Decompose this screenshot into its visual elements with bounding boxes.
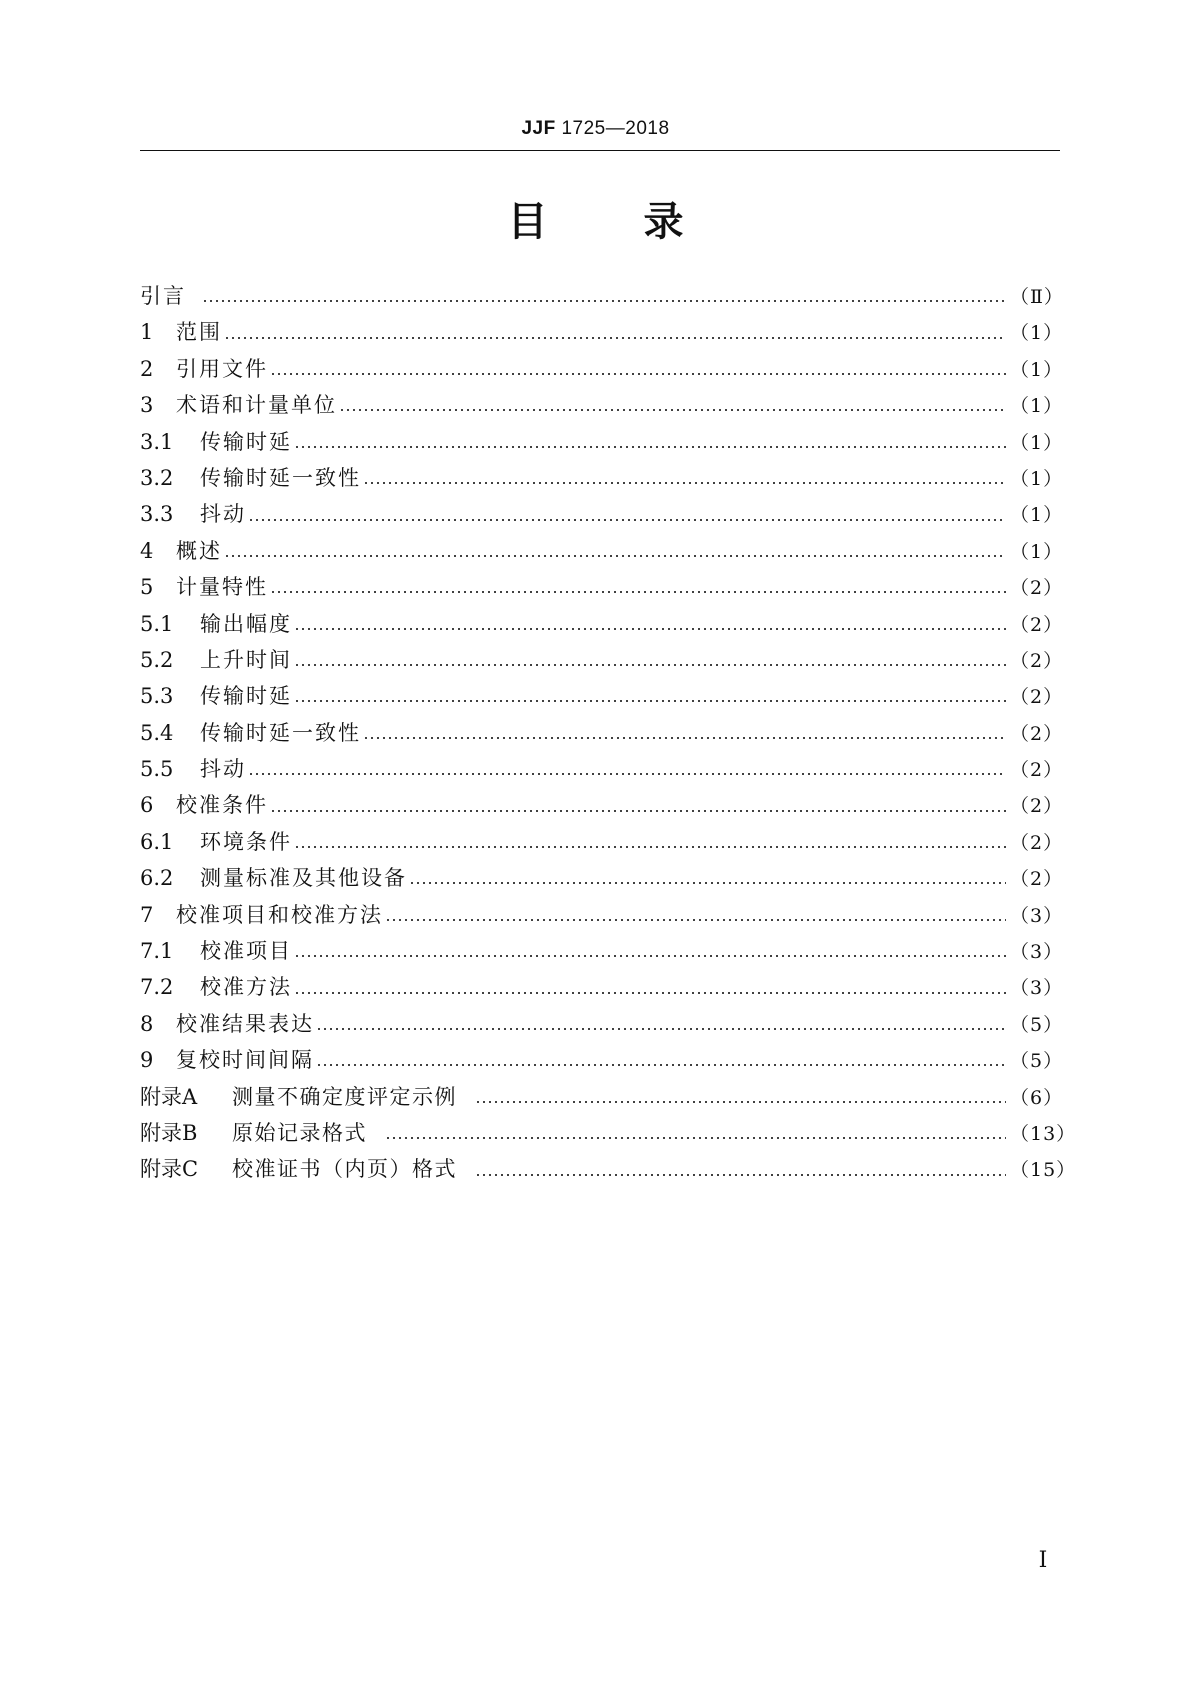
toc-entry-title: 传输时延一致性 <box>200 720 361 745</box>
toc-entry[interactable] <box>140 424 1064 460</box>
toc-entry-title: 环境条件 <box>200 829 292 854</box>
toc-entry-page: （1） <box>1010 431 1064 454</box>
toc-entry[interactable] <box>140 933 1064 969</box>
toc-leader-dots <box>294 992 1006 994</box>
toc-entry-page: （1） <box>1010 358 1064 381</box>
toc-entry-page: （5） <box>1010 1050 1064 1073</box>
toc-entry-title: 引言 <box>140 284 186 308</box>
toc-entry-page: （15） <box>1010 1159 1077 1182</box>
toc-entry-page: （2） <box>1010 759 1064 782</box>
toc-entry[interactable] <box>140 1151 1077 1187</box>
toc-entry[interactable] <box>140 1042 1064 1078</box>
toc-entry-page: （3） <box>1010 941 1064 964</box>
toc-entry-page: （3） <box>1010 977 1064 1000</box>
toc-entry[interactable] <box>140 1115 1077 1151</box>
toc-entry[interactable] <box>140 678 1064 714</box>
toc-leader-dots <box>475 1174 1006 1176</box>
toc-entry-page: （1） <box>1010 504 1064 527</box>
toc-entry-page: （1） <box>1010 322 1064 345</box>
toc-entry-page: （2） <box>1010 868 1064 891</box>
toc-entry-page: （2） <box>1010 649 1064 672</box>
toc-leader-dots <box>385 919 1006 921</box>
toc-entry-page: （2） <box>1010 577 1064 600</box>
toc-leader-dots <box>294 446 1006 448</box>
toc-entry-number: 1 <box>140 320 154 345</box>
toc-leader-dots <box>475 1101 1006 1103</box>
toc-entry[interactable] <box>140 787 1064 823</box>
toc-leader-dots <box>270 810 1006 812</box>
toc-entry-page: （6） <box>1010 1086 1064 1109</box>
standard-code: JJF <box>521 118 556 139</box>
toc-entry-number: 附录A <box>140 1084 198 1109</box>
header-rule <box>140 150 1060 151</box>
toc-leader-dots <box>294 628 1006 630</box>
toc-entry[interactable] <box>140 533 1064 569</box>
toc-entry-title: 原始记录格式 <box>232 1120 367 1145</box>
toc-entry-page: （2） <box>1010 722 1064 745</box>
toc-entry-title: 传输时延一致性 <box>200 465 361 490</box>
toc-entry-title: 抖动 <box>200 757 246 782</box>
toc-entry-number: 5.1 <box>140 611 174 636</box>
page-title-char-2: 录 <box>643 199 684 245</box>
toc-entry-number: 7.1 <box>140 939 174 964</box>
toc-entry-number: 3.3 <box>140 502 174 527</box>
toc-entry-page: （2） <box>1010 686 1064 709</box>
toc-entry-title: 校准项目 <box>200 939 292 964</box>
toc-entry[interactable] <box>140 1079 1064 1115</box>
toc-entry[interactable] <box>140 642 1064 678</box>
toc-entry-page: （1） <box>1010 467 1064 490</box>
toc-entry-title: 校准结果表达 <box>176 1011 314 1036</box>
toc-entry-title: 引用文件 <box>176 356 268 381</box>
toc-entry-title: 校准证书（内页）格式 <box>232 1157 457 1182</box>
toc-entry-number: 3.1 <box>140 429 174 454</box>
toc-entry[interactable] <box>140 715 1064 751</box>
toc-leader-dots <box>294 700 1006 702</box>
toc-entry-title: 传输时延 <box>200 684 292 709</box>
toc-leader-dots <box>270 591 1006 593</box>
toc-entry-number: 5.3 <box>140 684 174 709</box>
standard-number: 1725—2018 <box>561 118 670 139</box>
toc-entry-number: 5.2 <box>140 647 174 672</box>
toc-entry-number: 5 <box>140 575 154 600</box>
toc-entry-title: 抖动 <box>200 502 246 527</box>
toc-entry-number: 9 <box>140 1048 154 1073</box>
toc-entry-title: 测量不确定度评定示例 <box>232 1084 457 1109</box>
toc-entry-page: （13） <box>1010 1122 1077 1145</box>
toc-entry[interactable] <box>140 824 1064 860</box>
toc-entry[interactable] <box>140 860 1064 896</box>
toc-entry-title: 校准项目和校准方法 <box>176 902 383 927</box>
toc-entry-page: （5） <box>1010 1013 1064 1036</box>
toc-leader-dots <box>316 1028 1006 1030</box>
toc-entry-number: 6.1 <box>140 829 174 854</box>
toc-entry-title: 复校时间间隔 <box>176 1048 314 1073</box>
toc-entry-title: 术语和计量单位 <box>176 393 337 418</box>
toc-leader-dots <box>294 664 1006 666</box>
toc-leader-dots <box>363 737 1006 739</box>
toc-entry-number: 4 <box>140 538 154 563</box>
toc-entry-number: 6 <box>140 793 154 818</box>
toc-leader-dots <box>224 555 1006 557</box>
toc-entry-page: （2） <box>1010 795 1064 818</box>
toc-leader-dots <box>409 882 1006 884</box>
toc-entry[interactable] <box>140 278 1064 314</box>
toc-leader-dots <box>316 1064 1006 1066</box>
toc-entry-number: 8 <box>140 1011 154 1036</box>
toc-entry-number: 3 <box>140 393 154 418</box>
toc-entry[interactable] <box>140 897 1064 933</box>
toc-entry-number: 7 <box>140 902 154 927</box>
toc-entry-number: 2 <box>140 356 154 381</box>
page-title <box>0 198 1191 246</box>
toc-entry[interactable] <box>140 606 1064 642</box>
toc-entry[interactable] <box>140 351 1064 387</box>
toc-entry-title: 传输时延 <box>200 429 292 454</box>
toc-entry-number: 6.2 <box>140 866 174 891</box>
toc-entry-title: 上升时间 <box>200 647 292 672</box>
toc-entry-title: 范围 <box>176 320 222 345</box>
toc-leader-dots <box>294 846 1006 848</box>
toc-entry-page: （2） <box>1010 831 1064 854</box>
page-number: Ⅰ <box>1038 1548 1048 1573</box>
toc-entry-title: 输出幅度 <box>200 611 292 636</box>
table-of-contents <box>140 278 1077 1188</box>
toc-entry-title: 概述 <box>176 538 222 563</box>
toc-leader-dots <box>248 773 1006 775</box>
toc-entry-page: （2） <box>1010 613 1064 636</box>
toc-leader-dots <box>294 955 1006 957</box>
toc-entry-number: 5.4 <box>140 720 174 745</box>
toc-entry[interactable] <box>140 314 1064 350</box>
toc-entry[interactable] <box>140 569 1064 605</box>
toc-entry-number: 附录C <box>140 1157 199 1182</box>
toc-leader-dots <box>248 519 1006 521</box>
toc-entry[interactable] <box>140 460 1064 496</box>
toc-entry-number: 附录B <box>140 1120 198 1145</box>
page-header <box>0 118 1191 140</box>
toc-leader-dots <box>363 482 1006 484</box>
toc-entry-number: 3.2 <box>140 465 174 490</box>
toc-leader-dots <box>385 1137 1006 1139</box>
toc-entry[interactable] <box>140 1006 1064 1042</box>
toc-entry-page: （Ⅱ） <box>1010 286 1064 308</box>
toc-entry-page: （1） <box>1010 395 1064 418</box>
toc-entry-title: 测量标准及其他设备 <box>200 866 407 891</box>
toc-entry-number: 7.2 <box>140 975 174 1000</box>
toc-entry[interactable] <box>140 969 1064 1005</box>
toc-entry-title: 校准方法 <box>200 975 292 1000</box>
toc-entry-number: 5.5 <box>140 757 174 782</box>
toc-entry-page: （1） <box>1010 540 1064 563</box>
toc-entry-page: （3） <box>1010 904 1064 927</box>
toc-leader-dots <box>224 337 1006 339</box>
toc-entry[interactable] <box>140 496 1064 532</box>
toc-leader-dots <box>270 373 1006 375</box>
toc-leader-dots <box>339 409 1006 411</box>
toc-entry[interactable] <box>140 387 1064 423</box>
page-title-char-1: 目 <box>507 199 548 245</box>
toc-entry-title: 校准条件 <box>176 793 268 818</box>
toc-entry[interactable] <box>140 751 1064 787</box>
toc-leader-dots <box>202 300 1006 302</box>
toc-entry-title: 计量特性 <box>176 575 268 600</box>
